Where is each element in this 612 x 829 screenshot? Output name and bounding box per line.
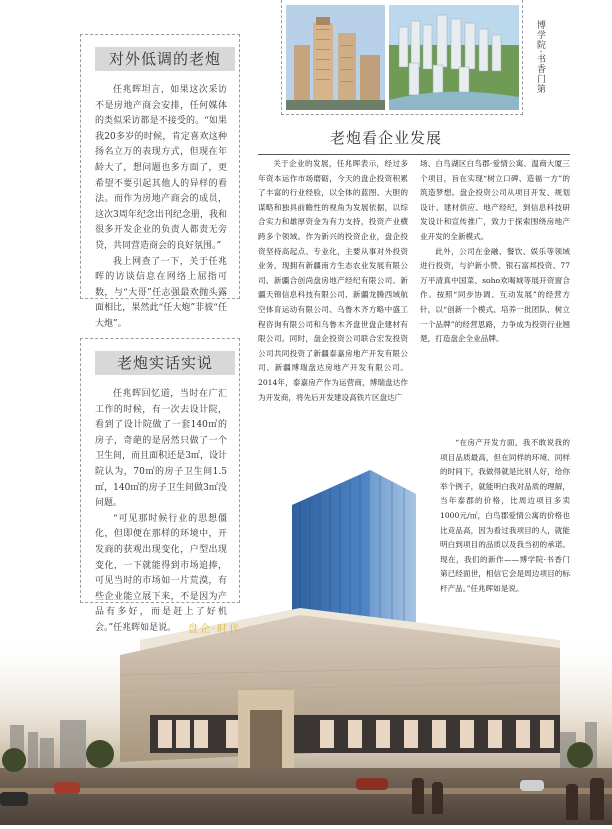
article-paragraph: 场、白鸟湖区白鸟郡·爱情公寓、温商大厦三个项目，旨在实现“树立口碑、造福一方”的筑造梦想。盘企投资公司从项目开发、规划设计、建材供应、地产经纪，到信息科技研发设计和宣传推广，致力于探索围绕房地产业开发的全新模式。 <box>420 159 570 241</box>
sidebar-low-profile <box>80 34 240 329</box>
pedestrian-figure <box>590 778 604 820</box>
article-paragraph: 此外，公司在金融、餐饮、娱乐等领域进行投资，与沪新小赞、银石富邦投资、77万平清真中国菜、soho欢喝城等展开资窗合作。按照“同步协调、互动发展”的经营方针，以“创新一个模式、培养一批团队、树立一个品牌”的经营思路，力争成为投资行业翘楚，打造盘企全业品牌。 <box>420 246 570 344</box>
article-paragraph: “在房产开发方面，我不敢说我的项目品质最高，但在同样的环境、同样 <box>440 438 570 462</box>
pedestrian-figure <box>566 784 578 820</box>
article-column-2 <box>420 157 570 347</box>
sidebar-paragraph: “可见那时候行业的思想僵化，但即便在那样的环境中，开发商的获观出现变化，户型出现变化，一下就能得到市场追捧，可见当时的市场如一片荒漠，有些企业能立展下来，不是因为产品有多好，而是赶上了好机会。”任兆晖如是说。 <box>95 513 227 633</box>
sidebar-paragraph: 任兆晖坦言，如果这次采访不是房地产商会安排，任何媒体的类似采访都是不接受的。“如果我20多岁的时候，肯定喜欢这种扬名立万的表现方式，但现在年龄大了，想问题也多方面了，更希望不要引起其他人的异样的看法。而作为房地产商会的成员，这次3周年纪念出刊纪念册，我和很多开发企业的负责人都责无旁贷，共同营造商会的良好氛围。” <box>95 85 227 251</box>
article-column-1 <box>258 157 408 405</box>
pedestrian-figure <box>412 778 424 814</box>
aerial-rendering-photo <box>389 5 519 110</box>
building-signage: 盘企·时代 <box>188 624 242 635</box>
title-divider <box>258 154 570 155</box>
tower-photo <box>286 5 385 110</box>
tower-photo-illustration <box>286 5 385 110</box>
sidebar-title: 对外低调的老炮 <box>95 47 235 71</box>
aerial-rendering-illustration <box>389 5 519 110</box>
photo-caption: 博学院·书香门第 <box>535 20 545 94</box>
top-photo-strip <box>281 0 523 115</box>
sidebar-paragraph: 我上网查了一下，关于任兆晖的访谈信息在网络上屈指可数，与“大哥”任志强最欢抛头露面相比，果然此“任大炮”非彼“任大炮”。 <box>95 256 227 329</box>
article-paragraph: 关于企业的发展，任兆晖表示，经过多年资本运作市场磨砺，今天的盘企投资积累了丰富的行业经验，以全体的蓝图、大胆的谋略和独具前瞻性的视角为发展依据，以综合实力和雄厚资金为有力支持，投资产业横跨多个领域。作为新兴的投资企业，盘企投资坚持高起点、专业化，主要从事对外投资业务，现拥有新疆南方生态农业发展有限公司、新疆合创尚盘房地产经纪有限公司、新疆天锦信息科技有限公司、新疆龙腾西域航空体育运动有限公司、乌鲁木齐方略中盛工程咨询有限公司和乌鲁木齐盘世盘企建材有限公司。同时，盘企投资公司联合宏发投资公司共同投资了新疆泰嘉房地产开发有限公司、新疆博瑞盘达房地产开发有限公司。2014年，泰嘉房产作为运营商，博瑞盘达作为开发商，将先后开发建设高铁片区盘达广 <box>258 159 408 402</box>
sidebar-title: 老炮实话实说 <box>95 351 235 375</box>
pedestrian-figure <box>432 782 443 814</box>
article-title: 老炮看企业发展 <box>330 129 443 147</box>
sidebar-paragraph: 任兆晖回忆道，当时在广汇工作的时候，有一次去设计院，看到了设计院做了一套140㎡的房子，奇葩的是居然只做了一个卫生间，而且面积还是3㎡，设计院认为，70㎡的房子卫生间1.5㎡，140㎡的房子卫生间做3㎡没问题。 <box>95 389 227 509</box>
